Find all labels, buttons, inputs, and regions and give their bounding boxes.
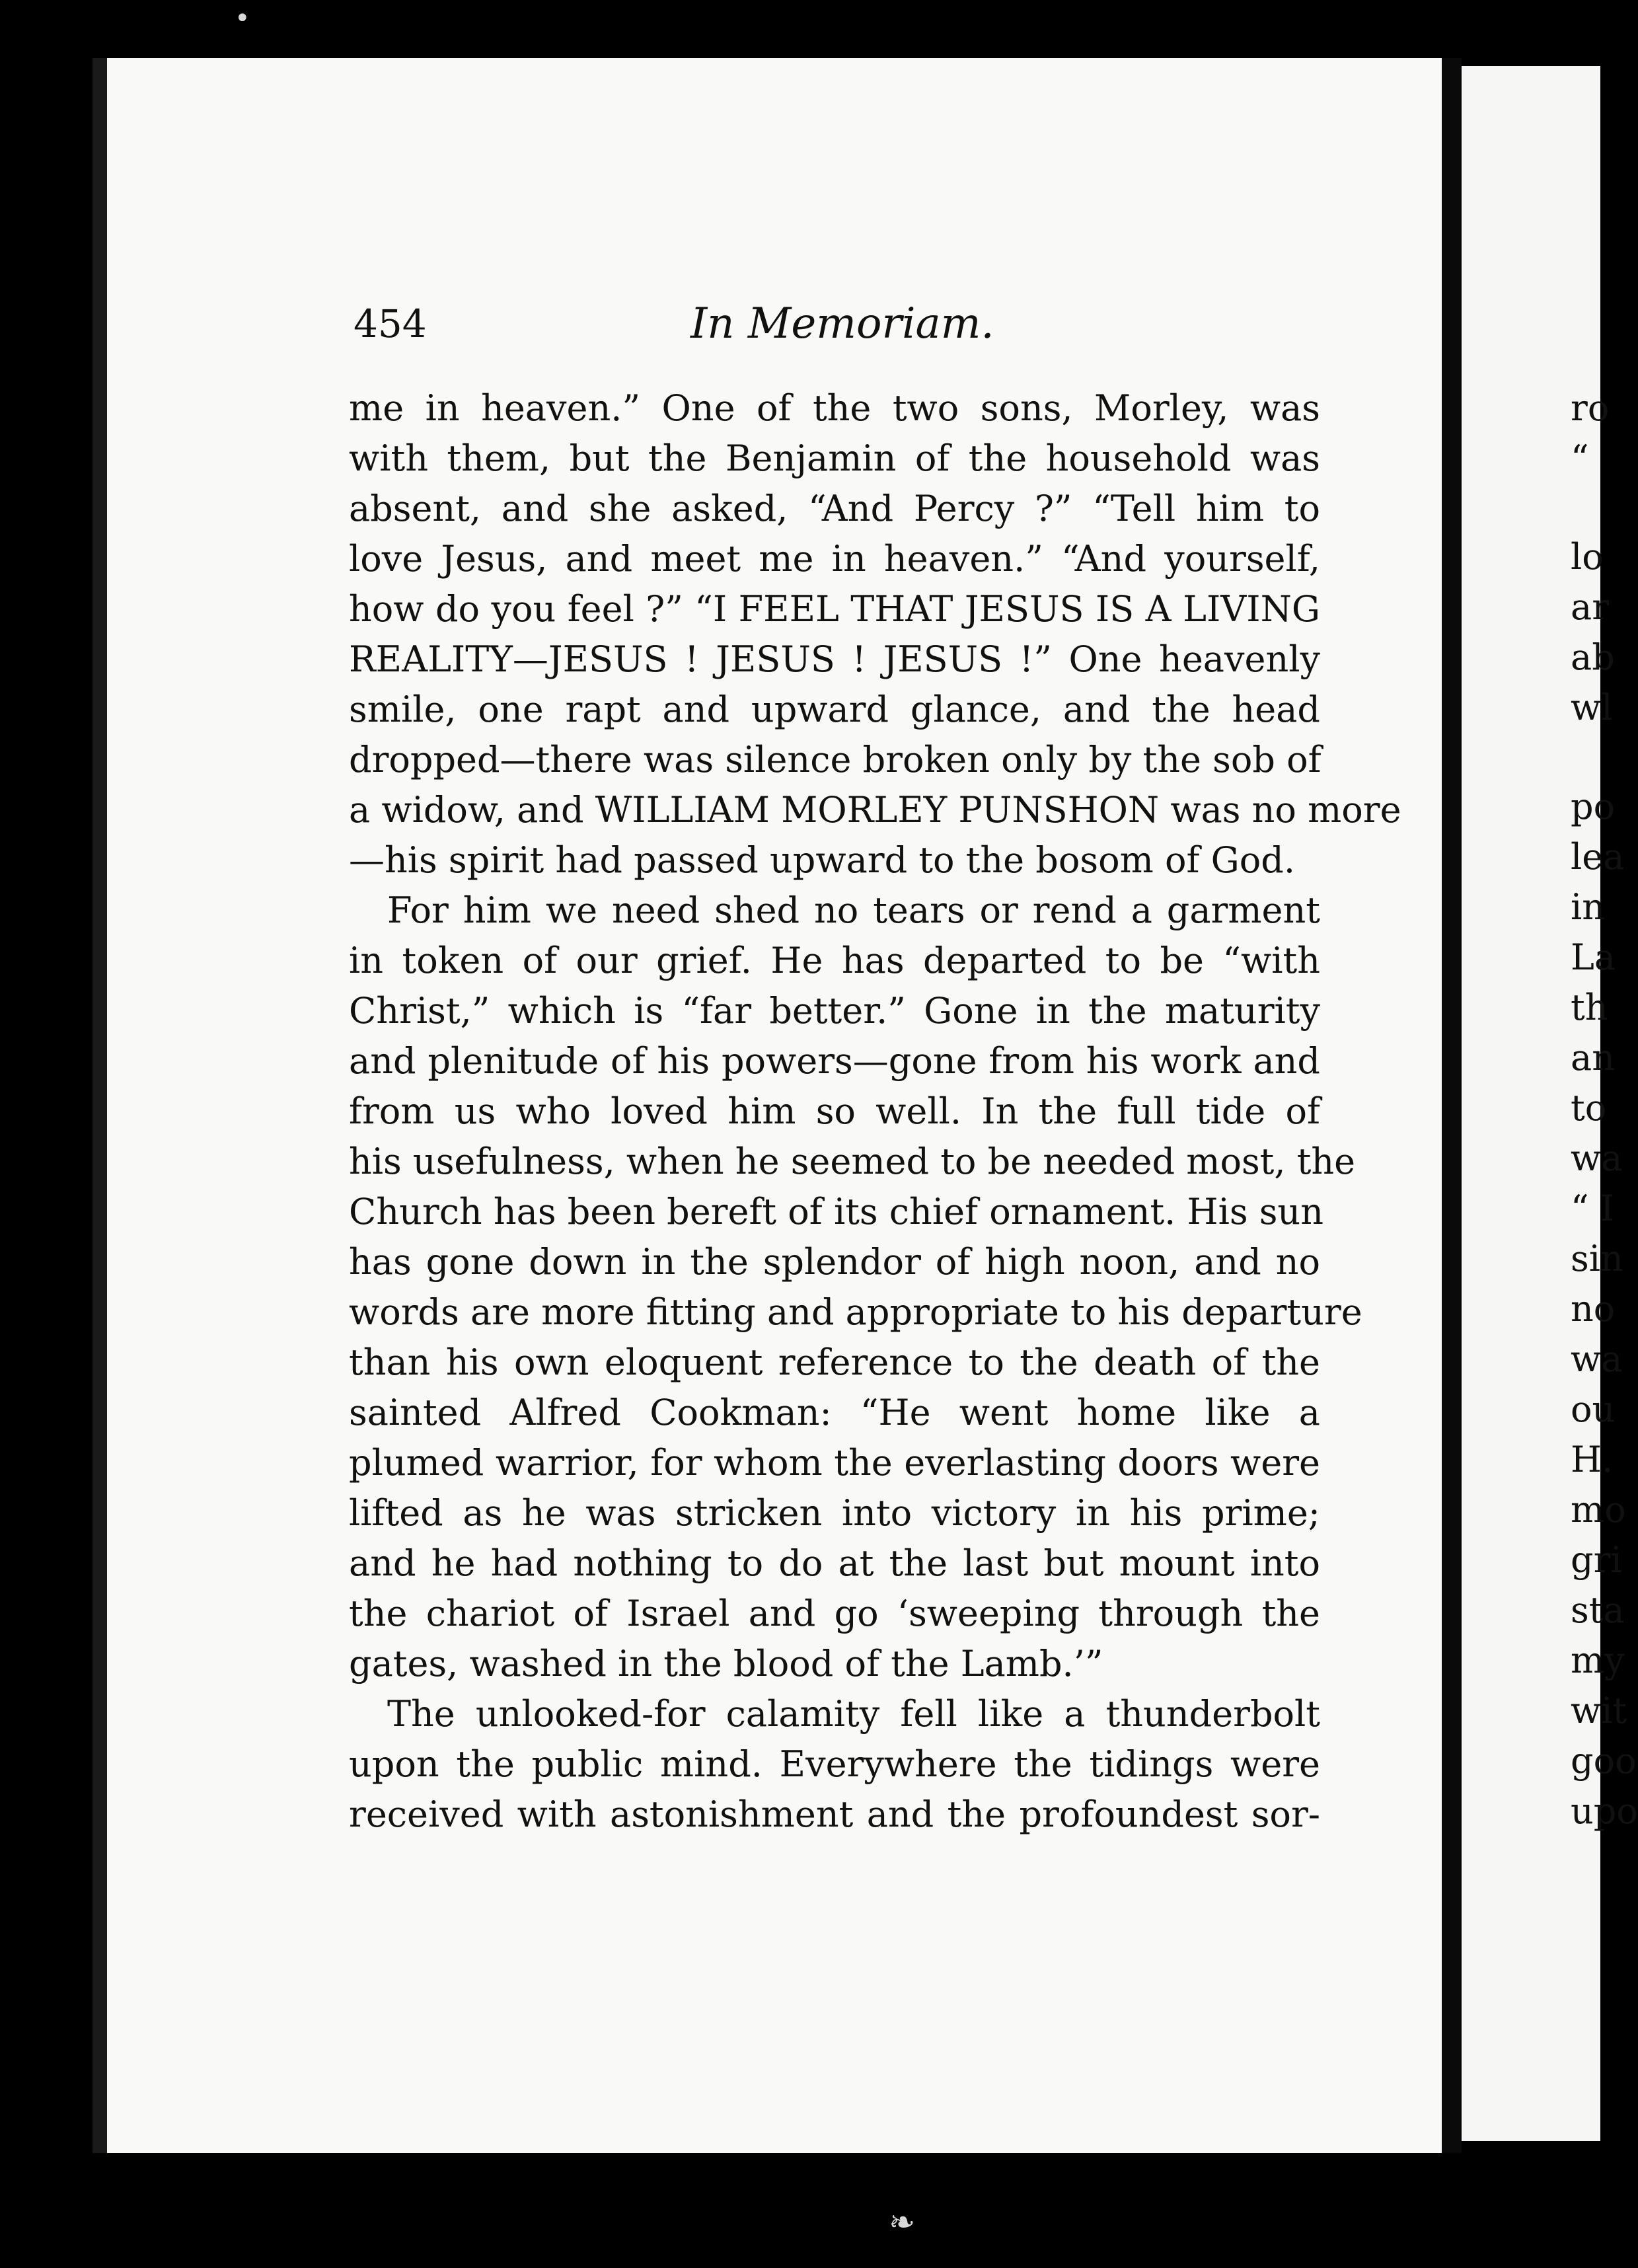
- paragraph-first-line: The unlooked-for calamity fell like a thunderbolt: [387, 1693, 1320, 1735]
- paragraph-first-line: For him we need shed no tears or rend a garment: [387, 889, 1320, 931]
- facing-page-fragment: wa: [1571, 1137, 1623, 1179]
- running-head: [354, 294, 1325, 354]
- facing-page-fragment: ou: [1571, 1388, 1616, 1430]
- facing-page: [1462, 66, 1638, 2141]
- text-line: upon the public mind. Everywhere the tidings were: [349, 1743, 1320, 1785]
- facing-page-fragment: La: [1571, 936, 1616, 978]
- text-line: than his own eloquent reference to the death of the: [349, 1342, 1320, 1383]
- text-line: sainted Alfred Cookman: “He went home like a: [349, 1392, 1320, 1433]
- text-line: words are more fitting and appropriate to his departure: [349, 1291, 1362, 1333]
- text-line: how do you feel ?” “I FEEL THAT JESUS IS A LIVING: [349, 588, 1320, 630]
- facing-page-fragment: lea: [1571, 836, 1625, 878]
- text-line: the chariot of Israel and go ‘sweeping through the: [349, 1593, 1320, 1634]
- facing-page-fragment: mo: [1571, 1489, 1626, 1531]
- text-line: has gone down in the splendor of high noon, and no: [349, 1241, 1320, 1283]
- text-line: gates, washed in the blood of the Lamb.’”: [349, 1643, 1103, 1684]
- facing-page-fragment: sin: [1571, 1238, 1623, 1279]
- facing-page-fragment: ro: [1571, 387, 1610, 429]
- facing-page-fragment: “ I: [1571, 1188, 1615, 1229]
- text-line: with them, but the Benjamin of the household was: [349, 437, 1320, 479]
- text-line: received with astonishment and the profoundest sor-: [349, 1794, 1320, 1835]
- facing-page-fragment: wit: [1571, 1690, 1627, 1731]
- text-line: love Jesus, and meet me in heaven.” “And yourself,: [349, 538, 1320, 580]
- text-line: dropped—there was silence broken only by the sob of: [349, 739, 1322, 780]
- facing-page-fragment: an: [1571, 1037, 1615, 1078]
- facing-page-fragment: sta: [1571, 1589, 1625, 1631]
- facing-page-fragment: th: [1571, 987, 1608, 1028]
- facing-page-fragment: in: [1571, 886, 1606, 928]
- text-line: me in heaven.” One of the two sons, Morley, was: [349, 387, 1320, 429]
- text-line: smile, one rapt and upward glance, and the head: [349, 689, 1320, 730]
- facing-page-fragment: my: [1571, 1640, 1625, 1681]
- text-line: from us who loved him so well. In the full tide of: [349, 1090, 1320, 1132]
- facing-page-fragment: wl: [1571, 687, 1613, 728]
- text-line: —his spirit had passed upward to the bosom of God.: [349, 839, 1296, 881]
- facing-page-fragment: goo: [1571, 1740, 1637, 1782]
- text-line: Church has been bereft of its chief ornament. His sun: [349, 1191, 1323, 1232]
- running-title: In Memoriam.: [690, 299, 994, 348]
- body-text: [349, 383, 1401, 1840]
- facing-page-fragment: no: [1571, 1288, 1616, 1330]
- scan-speck: ❧: [889, 2204, 916, 2241]
- text-line: a widow, and WILLIAM MORLEY PUNSHON was no more: [349, 789, 1401, 831]
- text-line: plumed warrior, for whom the everlasting doors were: [349, 1442, 1320, 1484]
- book-gutter: [1442, 58, 1462, 2153]
- text-line: his usefulness, when he seemed to be needed most, the: [349, 1141, 1356, 1182]
- facing-page-fragment: to: [1571, 1087, 1607, 1129]
- text-line: absent, and she asked, “And Percy ?” “Tell him to: [349, 488, 1320, 529]
- text-line: Christ,” which is “far better.” Gone in the maturity: [349, 990, 1320, 1032]
- text-line: and he had nothing to do at the last but mount into: [349, 1542, 1320, 1584]
- text-line: REALITY—JESUS ! JESUS ! JESUS !” One heavenly: [349, 638, 1320, 680]
- facing-page-fragment: “: [1571, 437, 1589, 479]
- text-line: lifted as he was stricken into victory in his prime;: [349, 1492, 1320, 1534]
- facing-page-fragment: upo: [1571, 1790, 1638, 1832]
- page-number: 454: [354, 301, 427, 346]
- page-edge: [93, 58, 107, 2153]
- facing-page-fragment: wa: [1571, 1338, 1623, 1380]
- facing-page-fragment: po: [1571, 786, 1616, 827]
- text-line: in token of our grief. He has departed to be “with: [349, 940, 1320, 981]
- facing-page-fragment: ab: [1571, 636, 1615, 678]
- facing-page-fragment: H.: [1571, 1439, 1614, 1480]
- facing-page-fragment: ar: [1571, 586, 1610, 628]
- facing-page-fragment: gri: [1571, 1539, 1622, 1581]
- scan-speck: •: [235, 3, 250, 34]
- text-line: and plenitude of his powers—gone from his work and: [349, 1040, 1320, 1082]
- facing-page-fragment: lo: [1571, 536, 1604, 578]
